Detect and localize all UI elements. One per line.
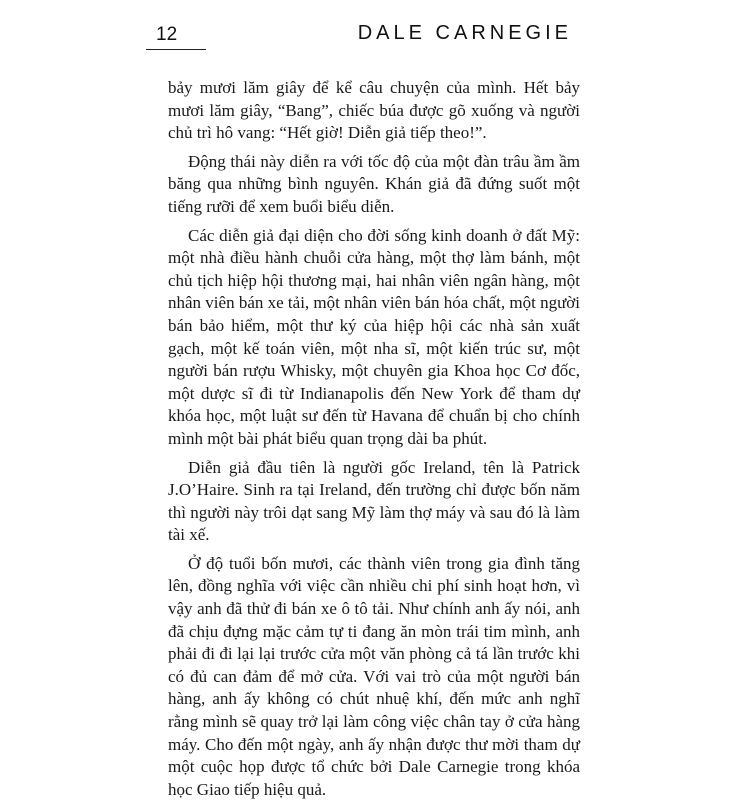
paragraph: bảy mươi lăm giây để kể câu chuyện của mình. Hết bảy mươi lăm giây, “Bang”, chiếc búa được gõ xuống và người chủ trì hô vang: “Hết giờ! Diễn giả tiếp theo!”. [168, 78, 580, 143]
paragraph: Diễn giả đầu tiên là người gốc Ireland, tên là Patrick J.O’Haire. Sinh ra tại Ireland, đến trường chỉ được bốn năm thì người này trôi dạt sang Mỹ làm thợ máy và sau đó là làm tài xế. [168, 457, 580, 545]
header-rule [146, 49, 206, 50]
page-header [0, 22, 750, 62]
paragraph: Động thái này diễn ra với tốc độ của một đàn trâu ầm ầm băng qua những bình nguyên. Khán giả đã đứng suốt một tiếng rưỡi để xem buổi biểu diễn. [168, 151, 580, 216]
page-number: 12 [156, 24, 178, 45]
running-title: DALE CARNEGIE [357, 22, 572, 44]
paragraph: Ở độ tuổi bốn mươi, các thành viên trong gia đình tăng lên, đồng nghĩa với việc cần nhiều chi phí sinh hoạt hơn, vì vậy anh đã thử đi bán xe ô tô tải. Như chính anh ấy nói, anh đã chịu đựng mặc cảm tự ti đang ăn mòn trái tim mình, anh phải đi đi lại lại trước cửa một văn phòng cả tá lần trước khi có đủ can đảm để mở cửa. Với vai trò của một người bán hàng, anh ấy không có chút nhuệ khí, đến mức anh nghĩ rằng mình sẽ quay trở lại làm công việc chân tay ở cửa hàng máy. Cho đến một ngày, anh ấy nhận được thư mời tham dự một cuộc họp được tổ chức bởi Dale Carnegie trong khóa học Giao tiếp hiệu quả. [168, 553, 580, 799]
paragraph: Các diễn giả đại diện cho đời sống kinh doanh ở đất Mỹ: một nhà điều hành chuỗi cửa hàng, một thợ làm bánh, một chủ tịch hiệp hội thương mại, hai nhân viên ngân hàng, một nhân viên bán xe tải, một nhân viên bán hóa chất, một người bán bảo hiểm, một thư ký của hiệp hội các nhà sản xuất gạch, một kế toán viên, một nha sĩ, một kiến trúc sư, một người bán rượu Whisky, một chuyên gia Khoa học Cơ đốc, một dược sĩ đi từ Indianapolis đến New York để tham dự khóa học, một luật sư đến từ Havana để chuẩn bị cho chính mình một bài phát biểu quan trọng dài ba phút. [168, 225, 580, 448]
body-text [168, 77, 580, 807]
